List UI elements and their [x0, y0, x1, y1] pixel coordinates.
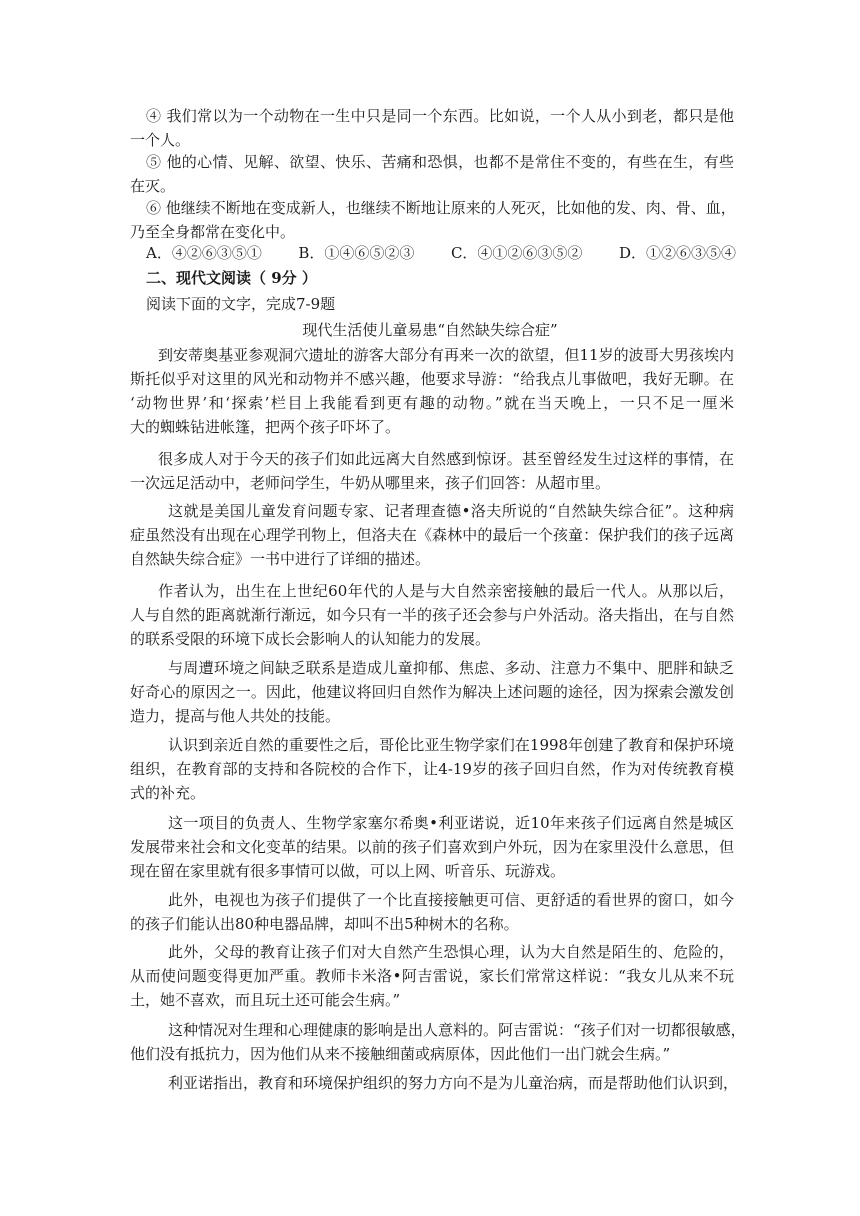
sentence-line: ⑤ 他的心情、见解、欲望、快乐、苦痛和恐惧，也都不是常住不变的，有些在生，有些: [146, 153, 734, 171]
sentence-line: 在灭。: [130, 177, 176, 195]
sentence-line: ⑥ 他继续不断地在变成新人，也继续不断地让原来的人死灭，比如他的发、肉、骨、血，: [146, 199, 736, 217]
paragraph-line: 自然缺失综合症》一书中进行了详细的描述。: [130, 550, 431, 568]
paragraph-line: 土，她不喜欢，而且玩土还可能会生病。”: [130, 991, 401, 1009]
sentence-6: [130, 196, 734, 244]
paragraph-line: 这一项目的负责人、生物学家塞尔希奥•利亚诺说，近10年来孩子们远离自然是城区: [168, 814, 734, 832]
sentence-4: [130, 104, 734, 152]
paragraph-line: 到安蒂奥基亚参观洞穴遗址的游客大部分有再来一次的欲望，但11岁的波哥大男孩埃内: [158, 346, 734, 364]
paragraph-line: 很多成人对于今天的孩子们如此远离大自然感到惊讶。甚至曾经发生过这样的事情，在: [158, 450, 734, 468]
paragraph-line: 症虽然没有出现在心理学刊物上，但洛夫在《森林中的最后一个孩童：保护我们的孩子远离: [130, 526, 734, 544]
paragraph-line: 他们没有抵抗力，因为他们从来不接触细菌或病原体，因此他们一出门就会生病。”: [130, 1045, 671, 1063]
paragraph-5: [130, 656, 734, 728]
paragraph-line: 此外，父母的教育让孩子们对大自然产生恐惧心理，认为大自然是陌生的、危险的，: [168, 943, 734, 961]
sentence-line: ④ 我们常以为一个动物在一生中只是同一个东西。比如说，一个人从小到老，都只是他: [146, 107, 734, 125]
paragraph-line: 斯托似乎对这里的风光和动物并不感兴趣，他要求导游：“给我点儿事做吧，我好无聊。在: [130, 370, 734, 388]
paragraph-2: [130, 447, 734, 495]
paragraph-line: 发展带来社会和文化变革的结果。以前的孩子们喜欢到户外玩，因为在家里没什么意思，但: [130, 838, 734, 856]
paragraph-6: [130, 733, 734, 805]
paragraph-line: 认识到亲近自然的重要性之后，哥伦比亚生物学家们在1998年创建了教育和保护环境: [168, 736, 734, 754]
paragraph-line: ‘动物世界’和‘探索’栏目上我能看到更有趣的动物。”就在当天晚上，一只不足一厘米: [130, 394, 734, 412]
paragraph-line: 大的蜘蛛钻进帐篷，把两个孩子吓坏了。: [130, 418, 401, 436]
paragraph-line: 此外，电视也为孩子们提供了一个比直接接触更可信、更舒适的看世界的窗口，如今: [168, 891, 734, 909]
paragraph-line: 造力，提高与他人共处的技能。: [130, 707, 341, 725]
paragraph-line: 好奇心的原因之一。因此，他建议将回归自然作为解决上述问题的途径，因为探索会激发创: [130, 683, 734, 701]
paragraph-line: 现在留在家里就有很多事情可以做，可以上网、听音乐、玩游戏。: [130, 862, 566, 880]
paragraph-1: [130, 343, 734, 439]
paragraph-line: 的孩子们能认出80种电器品牌，却叫不出5种树木的名称。: [130, 915, 519, 933]
paragraph-line: 这就是美国儿童发育问题专家、记者理查德•洛夫所说的“自然缺失综合征”。这种病: [168, 502, 734, 520]
paragraph-line: 组织，在教育部的支持和各院校的合作下，让4-19岁的孩子回归自然，作为对传统教育模: [130, 760, 734, 778]
paragraph-line: 的联系受限的环境下成长会影响人的认知能力的发展。: [130, 630, 491, 648]
paragraph-line: 利亚诺指出，教育和环境保护组织的努力方向不是为儿童治病，而是帮助他们认识到，: [168, 1074, 739, 1092]
option-a: A．④②⑥③⑤①: [146, 244, 262, 262]
article-title: 现代生活使儿童易患“自然缺失综合症”: [302, 321, 558, 339]
paragraph-line: 作者认为，出生在上世纪60年代的人是与大自然亲密接触的最后一代人。从那以后，: [158, 582, 734, 600]
sentence-line: 乃至全身都常在变化中。: [130, 223, 296, 241]
option-d: D．①②⑥③⑤④: [618, 244, 736, 262]
paragraph-10: [130, 1018, 746, 1066]
paragraph-8: [130, 888, 734, 936]
answer-options: [146, 241, 736, 265]
option-c: C．④①②⑥③⑤②: [450, 244, 583, 262]
instruction-text: 阅读下面的文字，完成7-9题: [146, 295, 336, 313]
paragraph-line: 与周遭环境之间缺乏联系是造成儿童抑郁、焦虑、多动、注意力不集中、肥胖和缺乏: [168, 659, 734, 677]
paragraph-4: [130, 579, 734, 651]
sentence-5: [130, 150, 734, 198]
paragraph-line: 一次远足活动中，老师问学生，牛奶从哪里来，孩子们回答：从超市里。: [130, 474, 611, 492]
paragraph-11: [130, 1071, 739, 1095]
paragraph-line: 这种情况对生理和心理健康的影响是出人意料的。阿吉雷说：“孩子们对一切都很敏感，: [168, 1021, 746, 1039]
paragraph-7: [130, 811, 734, 883]
option-b: B．①④⑥⑤②③: [298, 244, 415, 262]
paragraph-line: 从而使问题变得更加严重。教师卡米洛•阿吉雷说，家长们常常这样说：“我女儿从来不玩: [130, 967, 734, 985]
sentence-line: 一个人。: [130, 131, 191, 149]
paragraph-line: 式的补充。: [130, 784, 206, 802]
paragraph-9: [130, 940, 734, 1012]
section-heading: 二、现代文阅读（ 9分 ）: [146, 269, 317, 287]
paragraph-line: 人与自然的距离就渐行渐远，如今只有一半的孩子还会参与户外活动。洛夫指出，在与自然: [130, 606, 734, 624]
paragraph-3: [130, 499, 734, 571]
